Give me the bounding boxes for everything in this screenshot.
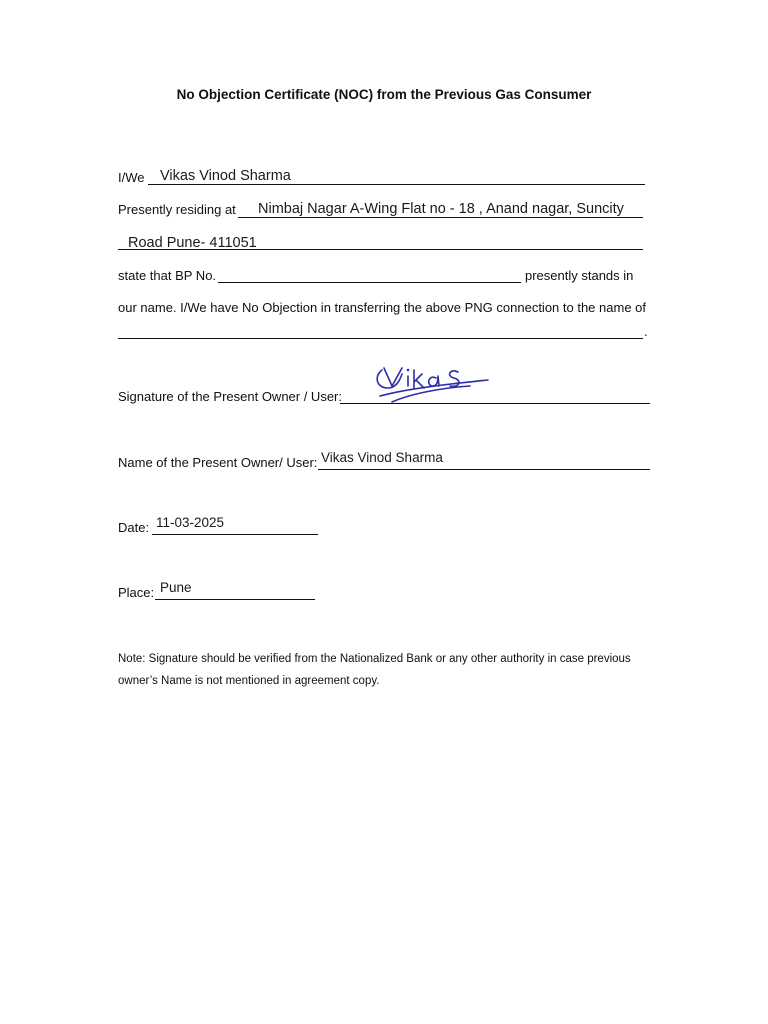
transfer-text: our name. I/We have No Objection in transferring the above PNG connection to the name of: [118, 300, 646, 315]
name-underline: [318, 469, 650, 470]
signature-image: [370, 358, 495, 408]
place-label: Place:: [118, 585, 155, 600]
bp-prefix: state that BP No.: [118, 268, 217, 283]
note-text: Note: Signature should be verified from the Nationalized Bank or any other authority in case previous owner’s Name is not mentioned in agreement copy.: [118, 653, 631, 687]
place-value: Pune: [160, 580, 192, 595]
iwe-label: I/We: [118, 170, 145, 185]
bp-underline: [218, 282, 521, 283]
bp-suffix: presently stands in: [525, 268, 634, 283]
date-underline: [152, 534, 318, 535]
signature-label: Signature of the Present Owner / User:: [118, 389, 342, 404]
transfer-end: .: [644, 324, 648, 339]
document-title: No Objection Certificate (NOC) from the Previous Gas Consumer: [176, 87, 592, 102]
place-underline: [155, 599, 315, 600]
date-value: 11-03-2025: [156, 515, 225, 530]
address-line-2: Road Pune- 411051: [128, 235, 257, 251]
name-label: Name of the Present Owner/ User:: [118, 455, 318, 470]
residing-label: Presently residing at: [118, 202, 236, 217]
iwe-value: Vikas Vinod Sharma: [160, 168, 291, 184]
residing-underline: [238, 217, 643, 218]
address-line-1: Nimbaj Nagar A-Wing Flat no - 18 , Anand nagar, Suncity: [258, 201, 624, 217]
iwe-underline: [148, 184, 645, 185]
name-value: Vikas Vinod Sharma: [321, 450, 443, 465]
date-label: Date:: [118, 520, 150, 535]
transfer-underline: [118, 338, 643, 339]
